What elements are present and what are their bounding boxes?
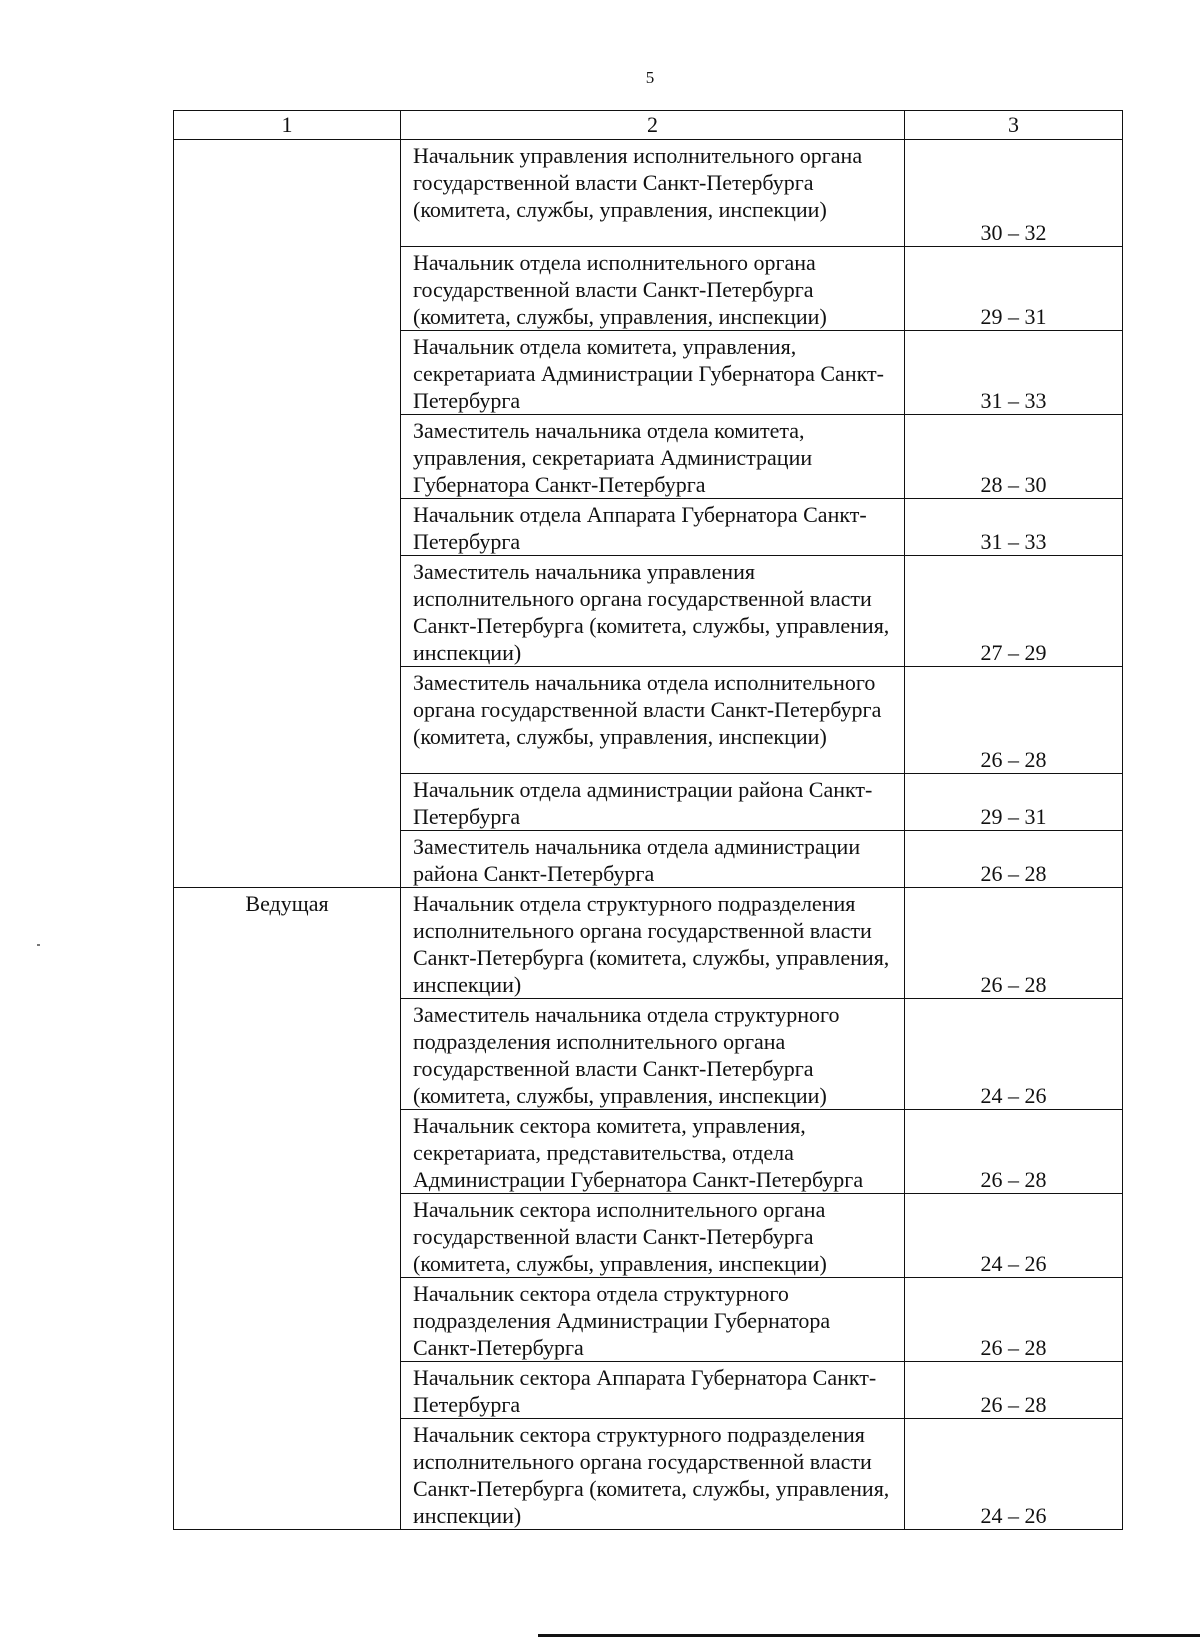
- position-title: Начальник отдела администрации района Санкт-Петербурга: [401, 774, 905, 831]
- table-row: [174, 556, 1123, 667]
- table-row: [174, 140, 1123, 247]
- table-row: [174, 999, 1123, 1110]
- grade-range: 28 – 30: [905, 415, 1123, 499]
- position-title: Начальник отдела комитета, управления, секретариата Администрации Губернатора Санкт-Петербурга: [401, 331, 905, 415]
- grade-range: 26 – 28: [905, 831, 1123, 888]
- group-cell: [174, 1194, 401, 1278]
- position-title: Заместитель начальника отдела комитета, управления, секретариата Администрации Губернатора Санкт-Петербурга: [401, 415, 905, 499]
- position-title: Заместитель начальника отдела исполнительного органа государственной власти Санкт-Петербурга (комитета, службы, управления, инспекции): [401, 667, 905, 774]
- grade-range: 24 – 26: [905, 1419, 1123, 1530]
- grade-range: 31 – 33: [905, 331, 1123, 415]
- table-row: [174, 1362, 1123, 1419]
- grade-range: 24 – 26: [905, 1194, 1123, 1278]
- group-cell: [174, 888, 401, 999]
- group-cell: [174, 247, 401, 331]
- group-cell: [174, 1419, 401, 1530]
- grade-range: 24 – 26: [905, 999, 1123, 1110]
- table-row: [174, 831, 1123, 888]
- table-row: [174, 1194, 1123, 1278]
- margin-speck: [37, 944, 40, 946]
- position-title: Начальник сектора Аппарата Губернатора Санкт-Петербурга: [401, 1362, 905, 1419]
- grade-range: 26 – 28: [905, 888, 1123, 999]
- position-title: Начальник сектора отдела структурного подразделения Администрации Губернатора Санкт-Петербурга: [401, 1278, 905, 1362]
- position-title: Заместитель начальника отдела структурного подразделения исполнительного органа государственной власти Санкт-Петербурга (комитета, службы, управления, инспекции): [401, 999, 905, 1110]
- group-cell: [174, 774, 401, 831]
- table-row: [174, 331, 1123, 415]
- group-cell: [174, 667, 401, 774]
- position-title: Начальник сектора комитета, управления, секретариата, представительства, отдела Администрации Губернатора Санкт-Петербурга: [401, 1110, 905, 1194]
- group-cell: [174, 140, 401, 247]
- grade-range: 26 – 28: [905, 1110, 1123, 1194]
- table-row: [174, 888, 1123, 999]
- group-cell: [174, 499, 401, 556]
- position-title: Начальник отдела Аппарата Губернатора Санкт-Петербурга: [401, 499, 905, 556]
- grade-range: 29 – 31: [905, 774, 1123, 831]
- column-header-3: 3: [905, 111, 1123, 140]
- grade-range: 29 – 31: [905, 247, 1123, 331]
- group-label: Ведущая: [245, 891, 329, 916]
- group-cell: [174, 556, 401, 667]
- group-cell: [174, 1278, 401, 1362]
- table-row: [174, 499, 1123, 556]
- grade-range: 26 – 28: [905, 1278, 1123, 1362]
- table-row: [174, 774, 1123, 831]
- position-table: [173, 110, 1123, 1530]
- footer-rule: [538, 1634, 1200, 1637]
- column-header-1: 1: [174, 111, 401, 140]
- table-row: [174, 247, 1123, 331]
- position-title: Начальник отдела исполнительного органа государственной власти Санкт-Петербурга (комитета, службы, управления, инспекции): [401, 247, 905, 331]
- position-title: Заместитель начальника отдела администрации района Санкт-Петербурга: [401, 831, 905, 888]
- table-row: [174, 415, 1123, 499]
- group-cell: [174, 999, 401, 1110]
- group-cell: [174, 831, 401, 888]
- position-title: Начальник сектора структурного подразделения исполнительного органа государственной власти Санкт-Петербурга (комитета, службы, управления, инспекции): [401, 1419, 905, 1530]
- grade-range: 30 – 32: [905, 140, 1123, 247]
- table-body: [174, 140, 1123, 1530]
- group-cell: [174, 1110, 401, 1194]
- grade-range: 26 – 28: [905, 667, 1123, 774]
- group-cell: [174, 415, 401, 499]
- position-title: Начальник сектора исполнительного органа государственной власти Санкт-Петербурга (комитета, службы, управления, инспекции): [401, 1194, 905, 1278]
- position-title: Заместитель начальника управления исполнительного органа государственной власти Санкт-Петербурга (комитета, службы, управления, инспекции): [401, 556, 905, 667]
- grade-range: 27 – 29: [905, 556, 1123, 667]
- position-title: Начальник управления исполнительного органа государственной власти Санкт-Петербурга (комитета, службы, управления, инспекции): [401, 140, 905, 247]
- group-cell: [174, 1362, 401, 1419]
- table-row: [174, 667, 1123, 774]
- table-row: [174, 1278, 1123, 1362]
- group-cell: [174, 331, 401, 415]
- position-title: Начальник отдела структурного подразделения исполнительного органа государственной власти Санкт-Петербурга (комитета, службы, управления, инспекции): [401, 888, 905, 999]
- page-number: 5: [645, 68, 655, 87]
- table-row: [174, 1110, 1123, 1194]
- column-header-2: 2: [401, 111, 905, 140]
- table-row: [174, 1419, 1123, 1530]
- header-row: [174, 111, 1123, 140]
- grade-range: 31 – 33: [905, 499, 1123, 556]
- grade-range: 26 – 28: [905, 1362, 1123, 1419]
